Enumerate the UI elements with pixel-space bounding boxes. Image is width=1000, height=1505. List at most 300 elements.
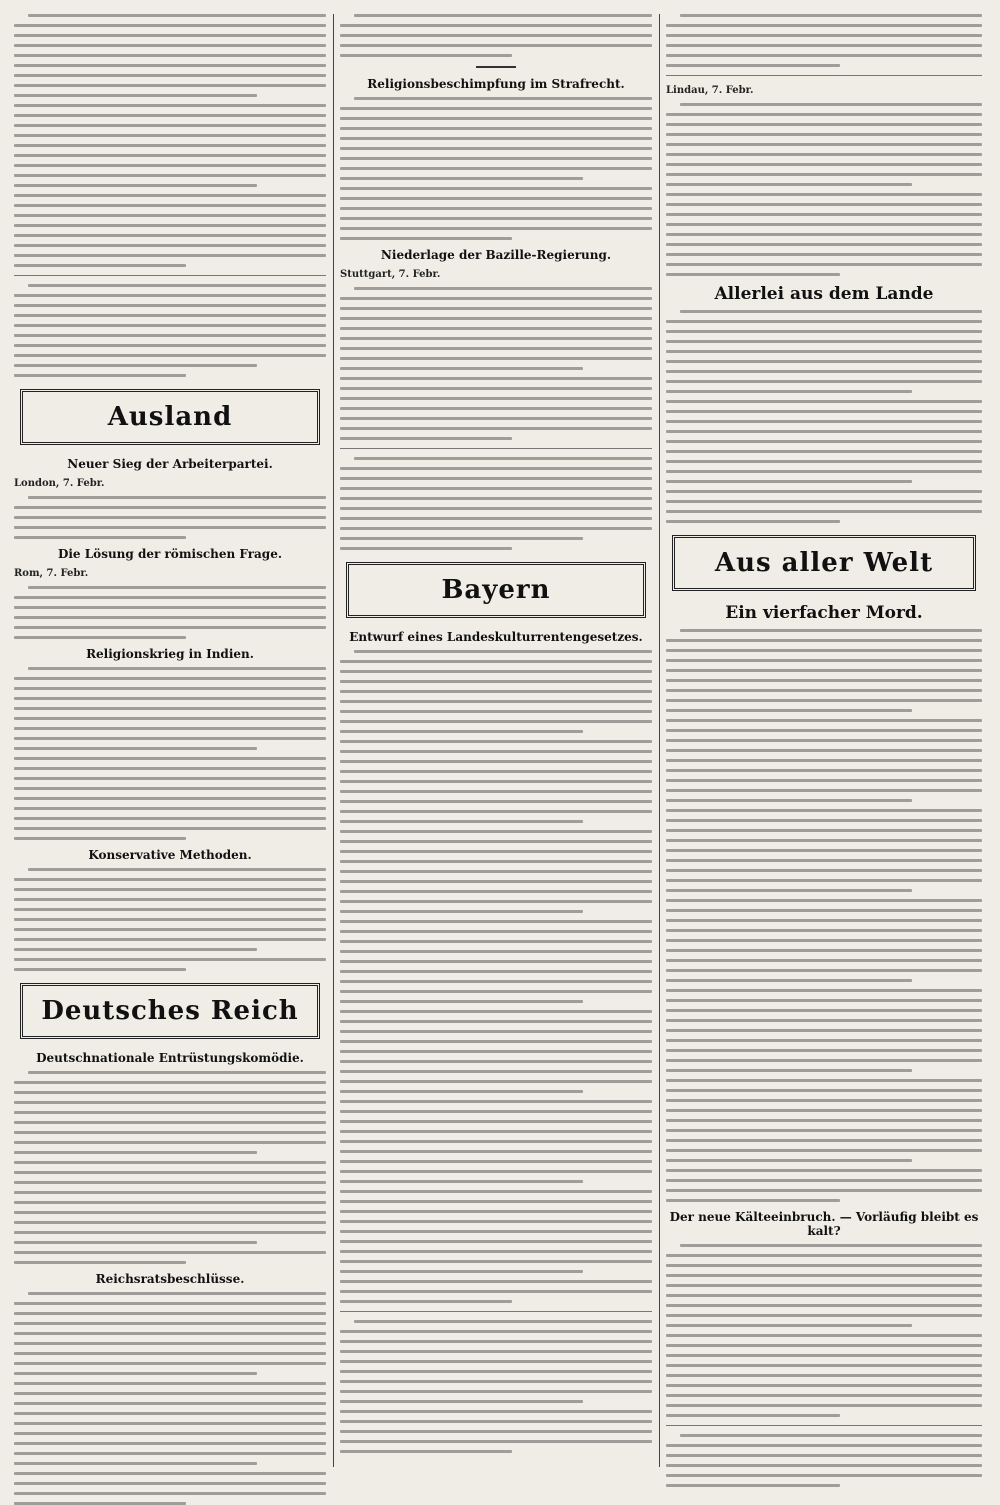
text-line <box>14 1462 257 1465</box>
text-line <box>680 1434 982 1437</box>
text-line <box>680 310 982 313</box>
text-line <box>340 950 652 953</box>
text-line <box>14 1151 257 1154</box>
text-line <box>666 889 912 892</box>
text-line <box>340 970 652 973</box>
text-line <box>666 320 982 323</box>
text-line <box>666 1039 982 1042</box>
text-line <box>340 1050 652 1053</box>
text-line <box>14 837 186 840</box>
article-headline: Niederlage der Bazille-Regierung. <box>380 248 612 262</box>
text-line <box>340 24 652 27</box>
text-line <box>666 669 982 672</box>
article-dateline: Stuttgart, 7. Febr. <box>340 269 441 280</box>
text-line <box>340 487 652 490</box>
article-text-block <box>14 14 326 267</box>
text-line <box>340 367 583 370</box>
article-text-block <box>666 103 982 276</box>
text-line <box>340 507 652 510</box>
text-line <box>340 710 652 713</box>
text-line <box>666 1354 982 1357</box>
text-line <box>666 173 982 176</box>
text-line <box>340 690 652 693</box>
text-line <box>14 264 186 267</box>
text-line <box>666 649 982 652</box>
text-line <box>14 908 326 911</box>
text-line <box>14 1221 326 1224</box>
text-line <box>340 1090 583 1093</box>
text-line <box>14 104 326 107</box>
text-line <box>340 1200 652 1203</box>
text-line <box>340 1410 652 1413</box>
text-line <box>28 284 326 287</box>
text-line <box>340 1230 652 1233</box>
text-line <box>340 1260 652 1263</box>
text-line <box>14 1241 257 1244</box>
text-line <box>666 440 982 443</box>
text-line <box>666 829 982 832</box>
text-line <box>666 929 982 932</box>
text-line <box>14 44 326 47</box>
text-line <box>340 790 652 793</box>
text-line <box>340 34 652 37</box>
article-text-block <box>14 586 326 639</box>
text-line <box>14 364 257 367</box>
text-line <box>14 526 326 529</box>
section-header-deutsches-reich: Deutsches Reich <box>20 983 320 1039</box>
text-line <box>14 254 326 257</box>
text-line <box>340 1190 652 1193</box>
text-line <box>14 1372 257 1375</box>
text-line <box>14 1362 326 1365</box>
text-line <box>340 397 652 400</box>
text-line <box>666 739 982 742</box>
text-line <box>14 214 326 217</box>
article-headline: Die Lösung der römischen Frage. <box>57 547 283 561</box>
text-line <box>666 480 912 483</box>
text-line <box>14 1432 326 1435</box>
text-line <box>14 928 326 931</box>
article-text-block <box>666 629 982 1202</box>
text-line <box>680 629 982 632</box>
text-line <box>340 1420 652 1423</box>
article-dateline: London, 7. Febr. <box>14 478 105 489</box>
text-line <box>340 730 583 733</box>
text-line <box>340 820 583 823</box>
text-line <box>340 1100 652 1103</box>
text-line <box>14 1201 326 1204</box>
text-line <box>14 1101 326 1104</box>
text-line <box>14 164 326 167</box>
text-line <box>354 14 652 17</box>
text-line <box>666 999 982 1002</box>
text-line <box>666 153 982 156</box>
text-line <box>14 1492 326 1495</box>
column-1 <box>14 14 326 1467</box>
article-text-block <box>666 310 982 523</box>
text-line <box>14 777 326 780</box>
text-line <box>666 54 982 57</box>
text-line <box>340 307 652 310</box>
text-line <box>666 520 840 523</box>
text-line <box>340 1140 652 1143</box>
text-line <box>340 1180 583 1183</box>
text-line <box>340 1010 652 1013</box>
article-text-block <box>340 457 652 550</box>
text-line <box>14 184 257 187</box>
text-line <box>14 234 326 237</box>
text-line <box>340 740 652 743</box>
text-line <box>340 1380 652 1383</box>
text-line <box>666 1089 982 1092</box>
text-line <box>666 400 982 403</box>
text-line <box>666 769 982 772</box>
text-line <box>340 1280 652 1283</box>
text-line <box>340 1370 652 1373</box>
text-line <box>14 314 326 317</box>
text-line <box>666 273 840 276</box>
text-line <box>14 304 326 307</box>
text-line <box>14 374 186 377</box>
text-line <box>340 167 652 170</box>
text-line <box>340 830 652 833</box>
text-line <box>14 1422 326 1425</box>
text-line <box>14 294 326 297</box>
text-line <box>340 990 652 993</box>
text-line <box>14 1402 326 1405</box>
section-header-bayern: Bayern <box>346 562 646 618</box>
text-line <box>666 1189 982 1192</box>
text-line <box>14 626 326 629</box>
text-line <box>666 749 982 752</box>
text-line <box>14 1131 326 1134</box>
text-line <box>340 1440 652 1443</box>
text-line <box>14 124 326 127</box>
column-rule <box>659 14 660 1467</box>
text-line <box>666 1159 912 1162</box>
text-line <box>666 460 982 463</box>
divider <box>340 448 652 449</box>
text-line <box>340 187 652 190</box>
text-line <box>14 1342 326 1345</box>
text-line <box>666 1179 982 1182</box>
text-line <box>14 767 326 770</box>
text-line <box>14 697 326 700</box>
text-line <box>340 940 652 943</box>
text-line <box>666 183 912 186</box>
text-line <box>666 719 982 722</box>
text-line <box>354 1320 652 1323</box>
text-line <box>666 989 982 992</box>
text-line <box>340 880 652 883</box>
text-line <box>666 64 840 67</box>
text-line <box>666 1049 982 1052</box>
text-line <box>666 133 982 136</box>
text-line <box>14 54 326 57</box>
text-line <box>14 878 326 881</box>
text-line <box>354 97 652 100</box>
text-line <box>666 1374 982 1377</box>
text-line <box>340 1330 652 1333</box>
text-line <box>666 759 982 762</box>
text-line <box>666 859 982 862</box>
text-line <box>340 1040 652 1043</box>
text-line <box>14 1442 326 1445</box>
text-line <box>340 517 652 520</box>
text-line <box>666 243 982 246</box>
text-line <box>340 780 652 783</box>
text-line <box>14 174 326 177</box>
text-line <box>340 910 583 913</box>
text-line <box>14 64 326 67</box>
text-line <box>666 510 982 513</box>
text-line <box>666 1169 982 1172</box>
text-line <box>354 287 652 290</box>
text-line <box>340 750 652 753</box>
article-headline: Entwurf eines Landeskulturrentengesetzes. <box>349 630 643 644</box>
text-line <box>340 860 652 863</box>
text-line <box>14 1211 326 1214</box>
text-line <box>666 1464 982 1467</box>
text-line <box>14 334 326 337</box>
text-line <box>340 117 652 120</box>
text-line <box>340 197 652 200</box>
text-line <box>340 107 652 110</box>
text-line <box>14 1091 326 1094</box>
text-line <box>340 1110 652 1113</box>
text-line <box>666 1029 982 1032</box>
text-line <box>340 537 583 540</box>
text-line <box>666 1079 982 1082</box>
article-text-block <box>340 97 652 240</box>
text-line <box>340 497 652 500</box>
text-line <box>666 1099 982 1102</box>
text-line <box>666 223 982 226</box>
text-line <box>14 1261 186 1264</box>
section-header-aus-aller-welt: Aus aller Welt <box>672 535 976 591</box>
text-line <box>340 850 652 853</box>
text-line <box>666 639 982 642</box>
text-line <box>666 879 982 882</box>
text-line <box>14 154 326 157</box>
text-line <box>666 340 982 343</box>
text-line <box>14 677 326 680</box>
text-line <box>14 506 326 509</box>
text-line <box>666 370 982 373</box>
text-line <box>340 427 652 430</box>
article-text-block <box>14 1071 326 1264</box>
divider <box>476 66 516 68</box>
text-line <box>340 1290 652 1293</box>
text-line <box>666 849 982 852</box>
text-line <box>340 1390 652 1393</box>
text-line <box>340 810 652 813</box>
text-line <box>340 147 652 150</box>
text-line <box>14 687 326 690</box>
text-line <box>14 1181 326 1184</box>
text-line <box>666 1284 982 1287</box>
text-line <box>14 1452 326 1455</box>
text-line <box>340 1220 652 1223</box>
text-line <box>666 350 982 353</box>
article-text-block <box>666 14 982 67</box>
text-line <box>14 1141 326 1144</box>
text-line <box>340 357 652 360</box>
text-line <box>666 253 982 256</box>
text-line <box>666 1324 912 1327</box>
text-line <box>14 737 326 740</box>
text-line <box>666 1384 982 1387</box>
text-line <box>666 659 982 662</box>
text-line <box>666 949 982 952</box>
text-line <box>14 194 326 197</box>
text-line <box>14 1081 326 1084</box>
text-line <box>340 477 652 480</box>
text-line <box>340 527 652 530</box>
text-line <box>666 470 982 473</box>
text-line <box>666 1254 982 1257</box>
text-line <box>14 354 326 357</box>
text-line <box>14 1412 326 1415</box>
text-line <box>340 960 652 963</box>
text-line <box>28 14 326 17</box>
text-line <box>14 1382 326 1385</box>
text-line <box>14 727 326 730</box>
text-line <box>666 869 982 872</box>
text-line <box>14 94 257 97</box>
text-line <box>14 1251 326 1254</box>
article-text-block <box>14 1292 326 1505</box>
article-text-block <box>340 287 652 440</box>
text-line <box>28 868 326 871</box>
text-line <box>666 839 982 842</box>
text-line <box>14 797 326 800</box>
text-line <box>14 888 326 891</box>
text-line <box>666 1414 840 1417</box>
text-line <box>666 360 982 363</box>
text-line <box>666 959 982 962</box>
text-line <box>340 1160 652 1163</box>
text-line <box>340 317 652 320</box>
text-line <box>14 134 326 137</box>
text-line <box>340 327 652 330</box>
text-line <box>666 939 982 942</box>
text-line <box>28 496 326 499</box>
text-line <box>340 337 652 340</box>
text-line <box>14 1121 326 1124</box>
text-line <box>14 747 257 750</box>
divider <box>340 1311 652 1312</box>
text-line <box>666 819 982 822</box>
text-line <box>340 1080 652 1083</box>
text-line <box>666 1109 982 1112</box>
text-line <box>666 420 982 423</box>
text-line <box>340 1360 652 1363</box>
text-line <box>14 1171 326 1174</box>
text-line <box>340 127 652 130</box>
text-line <box>14 787 326 790</box>
text-line <box>666 1314 982 1317</box>
article-headline: Neuer Sieg der Arbeiterpartei. <box>67 457 273 471</box>
article-text-block <box>14 284 326 377</box>
text-line <box>666 1364 982 1367</box>
text-line <box>14 1482 326 1485</box>
text-line <box>666 1444 982 1447</box>
text-line <box>14 717 326 720</box>
text-line <box>340 417 652 420</box>
text-line <box>340 720 652 723</box>
text-line <box>340 1240 652 1243</box>
text-line <box>28 586 326 589</box>
text-line <box>666 1404 982 1407</box>
text-line <box>14 204 326 207</box>
text-line <box>666 1394 982 1397</box>
text-line <box>666 500 982 503</box>
text-line <box>666 193 982 196</box>
column-3 <box>666 14 982 1467</box>
text-line <box>14 1191 326 1194</box>
text-line <box>666 969 982 972</box>
text-line <box>666 233 982 236</box>
text-line <box>354 650 652 653</box>
text-line <box>680 1244 982 1247</box>
text-line <box>340 177 583 180</box>
article-headline: Ein vierfacher Mord. <box>725 603 923 623</box>
text-line <box>340 407 652 410</box>
text-line <box>340 297 652 300</box>
text-line <box>14 1472 326 1475</box>
text-line <box>14 938 326 941</box>
text-line <box>666 24 982 27</box>
text-line <box>666 143 982 146</box>
column-2 <box>340 14 652 1467</box>
text-line <box>680 14 982 17</box>
article-text-block <box>14 868 326 971</box>
text-line <box>666 1304 982 1307</box>
text-line <box>666 213 982 216</box>
text-line <box>14 1352 326 1355</box>
divider <box>666 1425 982 1426</box>
text-line <box>340 387 652 390</box>
text-line <box>340 770 652 773</box>
text-line <box>14 948 257 951</box>
text-line <box>14 1161 326 1164</box>
text-line <box>340 1020 652 1023</box>
text-line <box>340 980 652 983</box>
text-line <box>340 347 652 350</box>
text-line <box>340 1350 652 1353</box>
text-line <box>666 450 982 453</box>
text-line <box>340 1060 652 1063</box>
text-line <box>14 1392 326 1395</box>
text-line <box>666 330 982 333</box>
text-line <box>14 244 326 247</box>
text-line <box>340 930 652 933</box>
text-line <box>680 103 982 106</box>
text-line <box>666 203 982 206</box>
text-line <box>340 437 512 440</box>
text-line <box>666 979 912 982</box>
text-line <box>666 799 912 802</box>
text-line <box>666 919 982 922</box>
text-line <box>14 1111 326 1114</box>
text-line <box>340 1400 583 1403</box>
text-line <box>14 636 186 639</box>
article-headline: Reichsratsbeschlüsse. <box>95 1272 245 1286</box>
text-line <box>666 113 982 116</box>
text-line <box>666 1294 982 1297</box>
text-line <box>14 616 326 619</box>
